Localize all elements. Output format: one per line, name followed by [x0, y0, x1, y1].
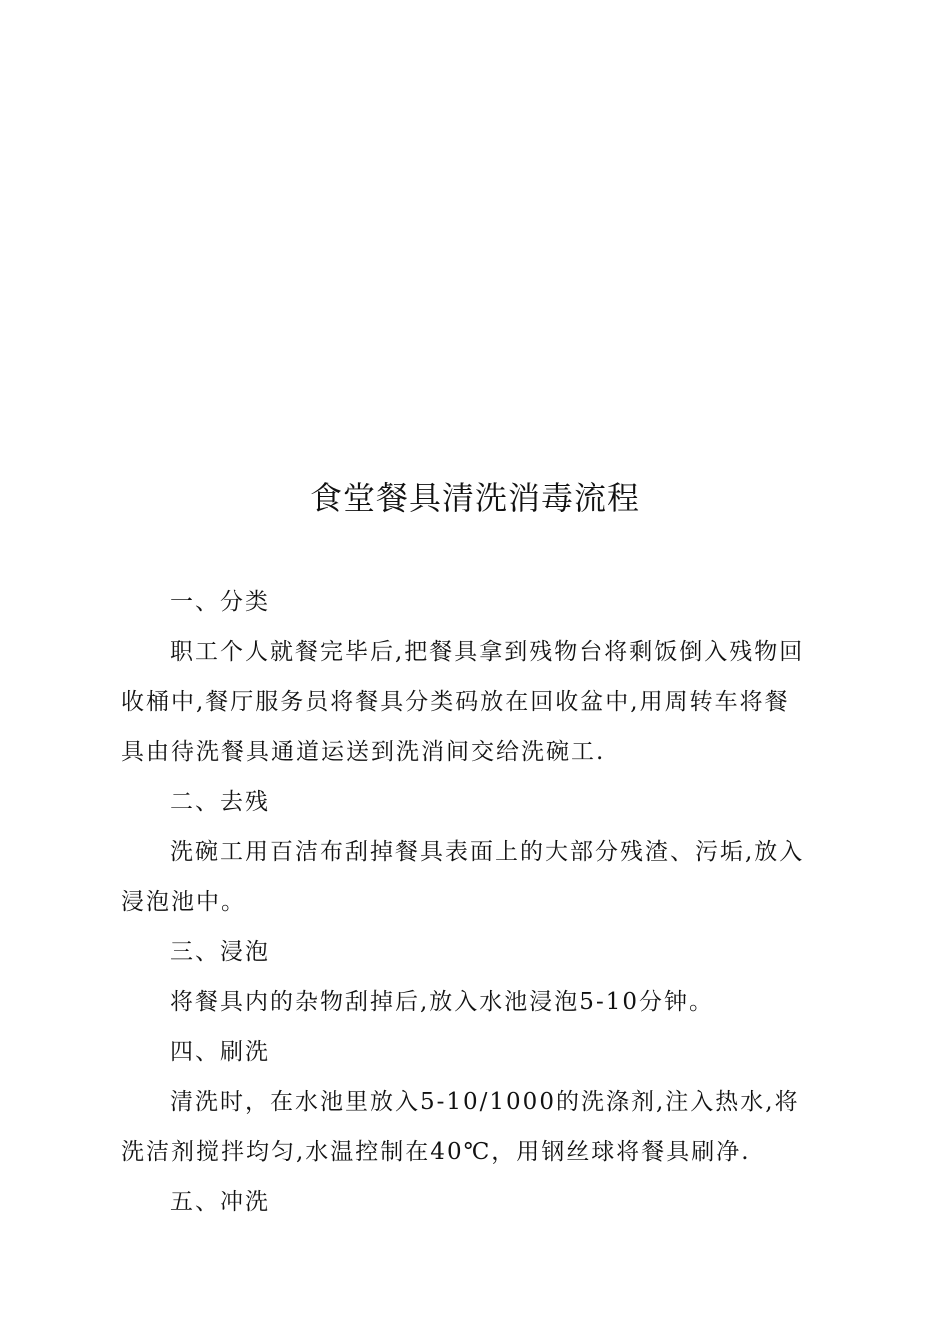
section-heading-soak: 三、浸泡	[170, 939, 270, 965]
paragraph-line: 职工个人就餐完毕后,把餐具拿到残物台将剩饭倒入残物回	[170, 639, 805, 665]
document-body	[121, 577, 826, 1227]
section-heading-rinse: 五、冲洗	[170, 1189, 270, 1215]
paragraph-line: 洗洁剂搅拌均匀,水温控制在40℃，用钢丝球将餐具刷净.	[121, 1139, 751, 1165]
paragraph-line: 清洗时，在水池里放入5-10/1000的洗涤剂,注入热水,将	[170, 1089, 800, 1115]
section-paragraph-soak	[121, 977, 826, 1027]
section-paragraph-scrub	[121, 1077, 826, 1177]
paragraph-line: 洗碗工用百洁布刮掉餐具表面上的大部分残渣、污垢,放入	[170, 839, 805, 865]
section-paragraph-remove-residue	[121, 827, 826, 927]
section-heading-remove-residue: 二、去残	[170, 789, 270, 815]
paragraph-line: 收桶中,餐厅服务员将餐具分类码放在回收盆中,用周转车将餐	[121, 689, 790, 715]
paragraph-line: 浸泡池中。	[121, 889, 246, 915]
section-paragraph-classify	[121, 627, 826, 777]
document-title: 食堂餐具清洗消毒流程	[309, 479, 640, 517]
paragraph-line: 具由待洗餐具通道运送到洗消间交给洗碗工.	[121, 739, 606, 765]
section-heading-scrub: 四、刷洗	[170, 1039, 270, 1065]
section-heading-classify: 一、分类	[170, 589, 270, 615]
paragraph-line: 将餐具内的杂物刮掉后,放入水池浸泡5-10分钟。	[170, 989, 714, 1015]
